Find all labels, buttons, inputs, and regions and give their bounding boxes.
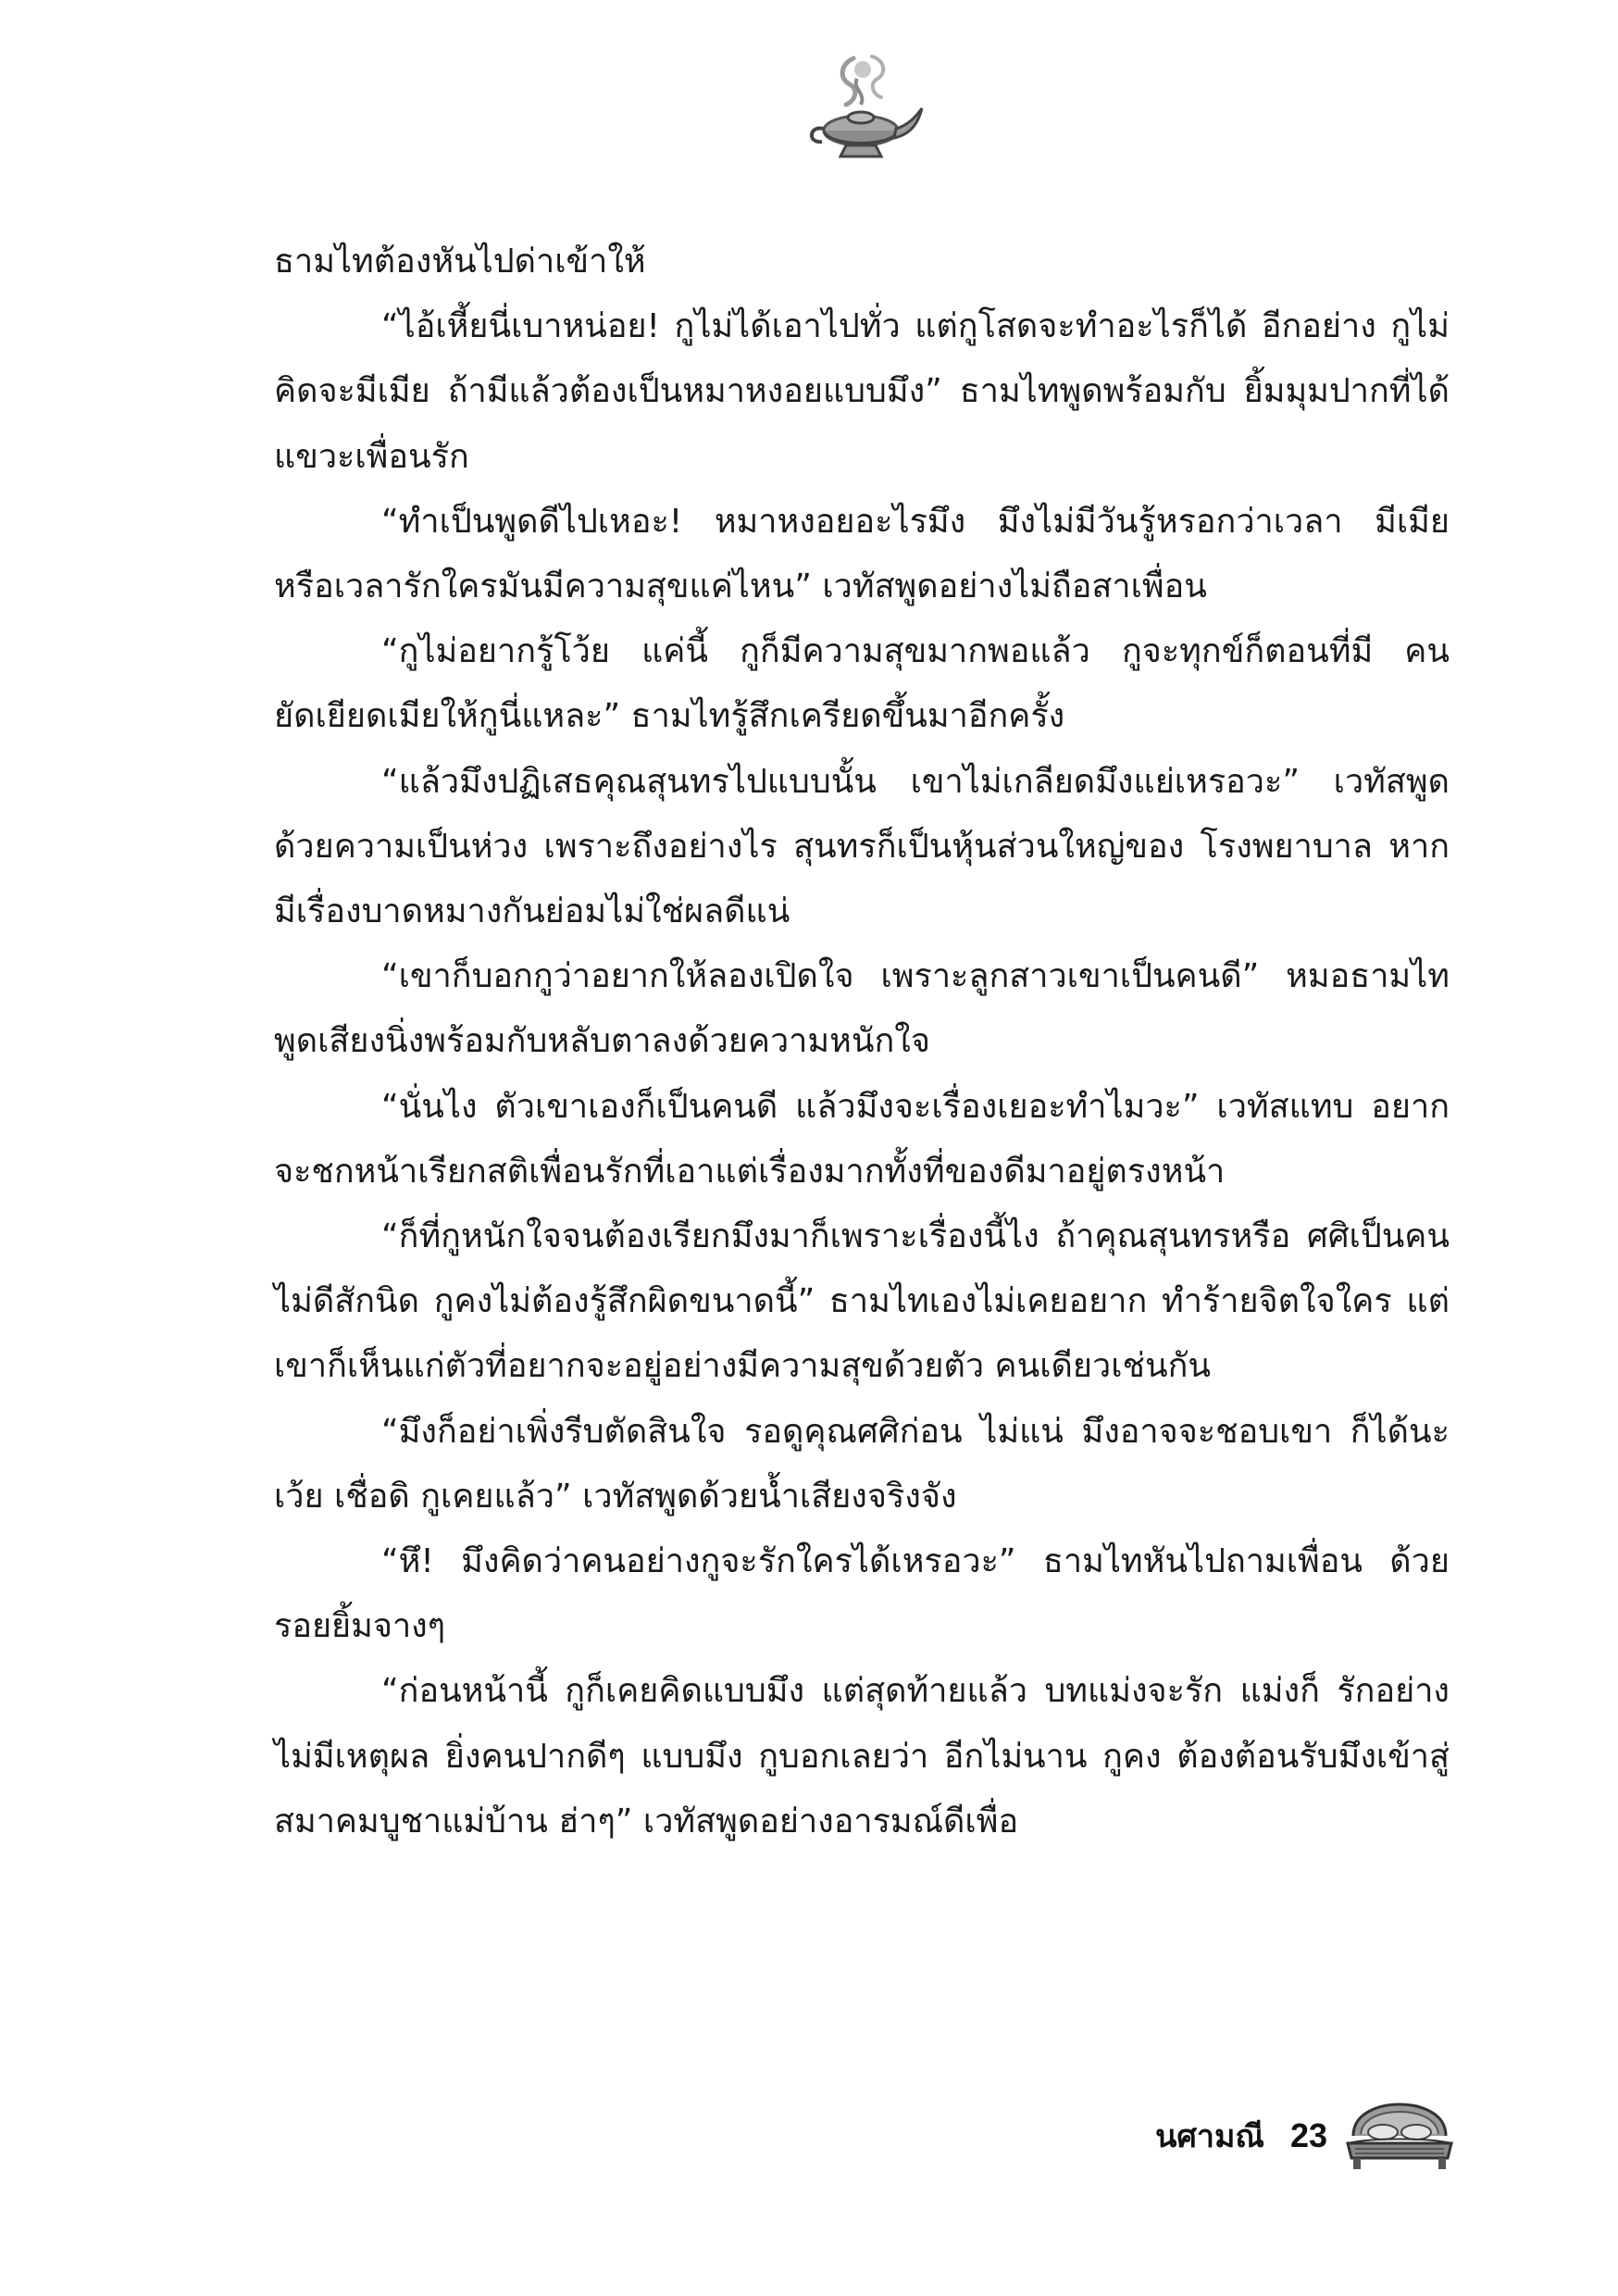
bed-icon bbox=[1344, 2099, 1455, 2173]
paragraph: “ไอ้เหี้ยนี่เบาหน่อย! กูไม่ได้เอาไปทั่ว แต่กูโสดจะทำอะไรก็ได้ อีกอย่าง กูไม่คิดจะมีเมีย ถ้ามีแล้วต้องเป็นหมาหงอยแบบมึง” ธามไทพูดพร้อมกับ ยิ้มมุมปากที่ได้แขวะเพื่อนรัก bbox=[274, 307, 1450, 476]
paragraph: “แล้วมึงปฏิเสธคุณสุนทรไปแบบนั้น เขาไม่เกลียดมึงแย่เหรอวะ” เวทัสพูดด้วยความเป็นห่วง เพราะถึงอย่างไร สุนทรก็เป็นหุ้นส่วนใหญ่ของ โรงพยาบาล หากมีเรื่องบาดหมางกันย่อมไม่ใช่ผลดีแน่ bbox=[274, 762, 1450, 931]
chapter-body bbox=[274, 230, 1450, 1854]
paragraph: “หึ! มึงคิดว่าคนอย่างกูจะรักใครได้เหรอวะ” ธามไทหันไปถามเพื่อน ด้วยรอยยิ้มจางๆ bbox=[274, 1542, 1450, 1646]
paragraph: ธามไทต้องหันไปด่าเข้าให้ bbox=[274, 243, 646, 281]
page-footer bbox=[1155, 2094, 1455, 2177]
book-title: นศามณี bbox=[1155, 2118, 1264, 2155]
paragraph: “ก่อนหน้านี้ กูก็เคยคิดแบบมึง แต่สุดท้ายแล้ว บทแม่งจะรัก แม่งก็ รักอย่างไม่มีเหตุผล ยิ่งคนปากดีๆ แบบมึง กูบอกเลยว่า อีกไม่นาน กูคง ต้องต้อนรับมึงเข้าสู่สมาคมบูชาแม่บ้าน ฮ่าๆ” เวทัสพูดอย่างอารมณ์ดีเพื่อ bbox=[274, 1672, 1450, 1841]
paragraph: “มึงก็อย่าเพิ่งรีบตัดสินใจ รอดูคุณศศิก่อน ไม่แน่ มึงอาจจะชอบเขา ก็ได้นะเว้ย เชื่อดิ กูเคยแล้ว” เวทัสพูดด้วยน้ำเสียงจริงจัง bbox=[274, 1412, 1450, 1516]
paragraph: “ก็ที่กูหนักใจจนต้องเรียกมึงมาก็เพราะเรื่องนี้ไง ถ้าคุณสุนทรหรือ ศศิเป็นคนไม่ดีสักนิด กูคงไม่ต้องรู้สึกผิดขนาดนี้” ธามไทเองไม่เคยอยาก ทำร้ายจิตใจใคร แต่เขาก็เห็นแก่ตัวที่อยากจะอยู่อย่างมีความสุขด้วยตัว คนเดียวเช่นกัน bbox=[274, 1217, 1450, 1386]
paragraph: “กูไม่อยากรู้โว้ย แค่นี้ กูก็มีความสุขมากพอแล้ว กูจะทุกข์ก็ตอนที่มี คนยัดเยียดเมียให้กูนี่แหละ” ธามไทรู้สึกเครียดขึ้นมาอีกครั้ง bbox=[274, 632, 1450, 736]
paragraph: “ทำเป็นพูดดีไปเหอะ! หมาหงอยอะไรมึง มึงไม่มีวันรู้หรอกว่าเวลา มีเมีย หรือเวลารักใครมันมีความสุขแค่ไหน” เวทัสพูดอย่างไม่ถือสาเพื่อน bbox=[274, 502, 1450, 606]
paragraph: “เขาก็บอกกูว่าอยากให้ลองเปิดใจ เพราะลูกสาวเขาเป็นคนดี” หมอธามไทพูดเสียงนิ่งพร้อมกับหลับตาลงด้วยความหนักใจ bbox=[274, 957, 1450, 1061]
genie-lamp-icon bbox=[796, 51, 926, 171]
page-number: 23 bbox=[1289, 2116, 1327, 2154]
paragraph: “นั่นไง ตัวเขาเองก็เป็นคนดี แล้วมึงจะเรื่องเยอะทำไมวะ” เวทัสแทบ อยากจะชกหน้าเรียกสติเพื่อนรักที่เอาแต่เรื่องมากทั้งที่ของดีมาอยู่ตรงหน้า bbox=[274, 1087, 1450, 1191]
